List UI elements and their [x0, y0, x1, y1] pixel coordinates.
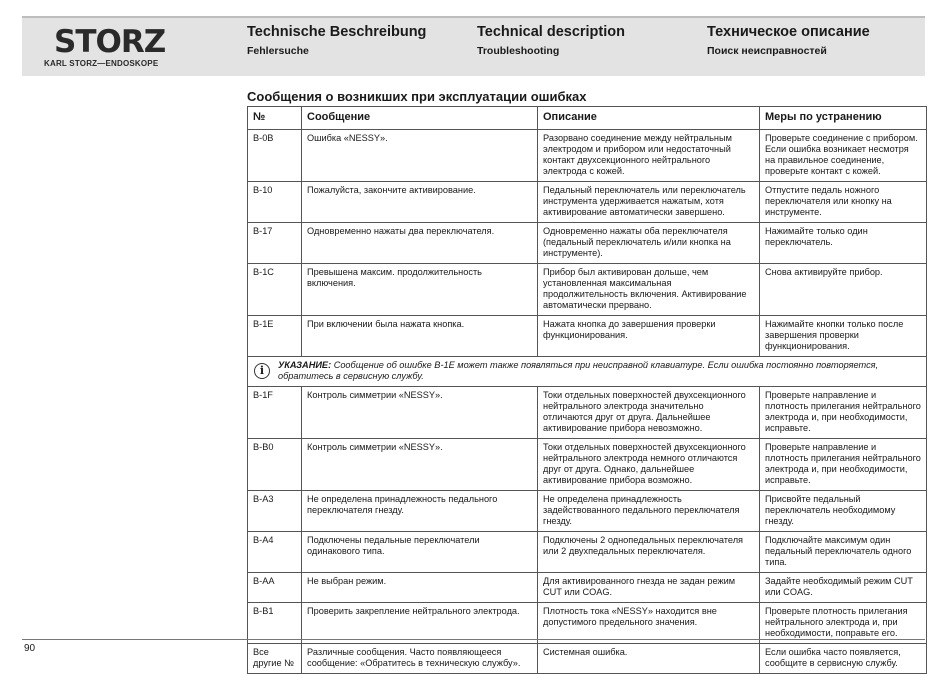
table-row — [248, 264, 927, 316]
table-row — [248, 573, 927, 603]
error-messages-table — [247, 106, 927, 674]
cell-message: Различные сообщения. Часто появляющееся сообщение: «Обратитесь в техническую службу». — [302, 644, 538, 674]
table-header-row — [248, 107, 927, 130]
table-row — [248, 439, 927, 491]
cell-description: Подключены 2 однопедальных переключателя или 2 двухпедальных переключателя. — [538, 532, 760, 573]
cell-code: B-B1 — [248, 603, 302, 644]
storz-logo — [42, 24, 166, 70]
cell-description: Педальный переключатель или переключатель инструмента удерживается нажатым, хотя активирование автоматически завершено. — [538, 182, 760, 223]
cell-remedy: Если ошибка часто появляется, сообщите в сервисную службу. — [760, 644, 927, 674]
header-german — [247, 24, 426, 57]
cell-code: B-1F — [248, 387, 302, 439]
header-russian — [707, 24, 870, 57]
cell-description: Системная ошибка. — [538, 644, 760, 674]
notice-row — [248, 357, 927, 387]
cell-description: Не определена принадлежность задействованного педального переключателя гнезду. — [538, 491, 760, 532]
notice-cell — [248, 357, 927, 387]
cell-remedy: Проверьте направление и плотность прилегания нейтрального электрода и, при необходимости, исправьте. — [760, 439, 927, 491]
cell-remedy: Подключайте максимум один педальный переключатель одного типа. — [760, 532, 927, 573]
header-divider — [22, 16, 925, 18]
header-title-en: Technical description — [477, 24, 625, 40]
cell-message: Контроль симметрии «NESSY». — [302, 387, 538, 439]
cell-message: Превышена максим. продолжительность включения. — [302, 264, 538, 316]
table-row — [248, 387, 927, 439]
table-row — [248, 223, 927, 264]
logo-wordmark: STORZ — [54, 24, 166, 60]
footer-divider — [22, 639, 925, 640]
header-subtitle-en: Troubleshooting — [477, 45, 560, 57]
table-row — [248, 603, 927, 644]
cell-message: Не определена принадлежность педального переключателя гнезду. — [302, 491, 538, 532]
header-title-ru: Техническое описание — [707, 24, 870, 40]
cell-description: Прибор был активирован дольше, чем установленная максимальная продолжительность включения. Активирование автоматически прервано. — [538, 264, 760, 316]
cell-remedy: Нажимайте кнопки только после завершения проверки функционирования. — [760, 316, 927, 357]
cell-remedy: Проверьте плотность прилегания нейтрального электрода и, при необходимости, поправьте его. — [760, 603, 927, 644]
cell-code: B-A4 — [248, 532, 302, 573]
logo-subtitle: KARL STORZ—ENDOSKOPE — [44, 59, 159, 68]
cell-code: B-AA — [248, 573, 302, 603]
cell-description: Плотность тока «NESSY» находится вне допустимого предельного значения. — [538, 603, 760, 644]
cell-description: Нажата кнопка до завершения проверки функционирования. — [538, 316, 760, 357]
cell-message: Ошибка «NESSY». — [302, 130, 538, 182]
table-row — [248, 130, 927, 182]
cell-remedy: Отпустите педаль ножного переключателя или кнопку на инструменте. — [760, 182, 927, 223]
cell-message: Пожалуйста, закончите активирование. — [302, 182, 538, 223]
table-row — [248, 491, 927, 532]
header-subtitle-ru: Поиск неисправностей — [707, 45, 827, 57]
notice-label: УКАЗАНИЕ: — [278, 360, 332, 370]
cell-code: B-B0 — [248, 439, 302, 491]
cell-message: Проверить закрепление нейтрального электрода. — [302, 603, 538, 644]
page-number: 90 — [24, 643, 36, 654]
notice-text: Сообщение об ошибке B-1E может также появляться при неисправной клавиатуре. Если ошибка постоянно повторяется, обратитесь в сервисную службу. — [278, 360, 879, 381]
cell-code: B-A3 — [248, 491, 302, 532]
cell-description: Одновременно нажаты оба переключателя (педальный переключатель и/или кнопка на инструменте). — [538, 223, 760, 264]
cell-code: B-10 — [248, 182, 302, 223]
cell-message: При включении была нажата кнопка. — [302, 316, 538, 357]
table-row — [248, 182, 927, 223]
cell-code: B-1C — [248, 264, 302, 316]
column-header-number: № — [248, 107, 302, 130]
cell-remedy: Проверьте направление и плотность прилегания нейтрального электрода и, при необходимости, исправьте. — [760, 387, 927, 439]
cell-remedy: Нажимайте только один переключатель. — [760, 223, 927, 264]
cell-description: Токи отдельных поверхностей двухсекционного нейтрального электрода немного отличаются друг от друга. Однако, дальнейшее активирование прибора возможно. — [538, 439, 760, 491]
column-header-message: Сообщение — [302, 107, 538, 130]
cell-message: Не выбран режим. — [302, 573, 538, 603]
section-title: Сообщения о возникших при эксплуатации ошибках — [247, 89, 587, 104]
header-subtitle-de: Fehlersuche — [247, 45, 309, 57]
cell-remedy: Присвойте педальный переключатель необходимому гнезду. — [760, 491, 927, 532]
cell-description: Токи отдельных поверхностей двухсекционного нейтрального электрода значительно отличаются друг от друга. Дальнейшее активирование прибора невозможно. — [538, 387, 760, 439]
cell-code: B-17 — [248, 223, 302, 264]
cell-message: Одновременно нажаты два переключателя. — [302, 223, 538, 264]
table-row — [248, 316, 927, 357]
column-header-description: Описание — [538, 107, 760, 130]
column-header-remedy: Меры по устранению — [760, 107, 927, 130]
cell-remedy: Задайте необходимый режим CUT или COAG. — [760, 573, 927, 603]
cell-message: Контроль симметрии «NESSY». — [302, 439, 538, 491]
cell-description: Для активированного гнезда не задан режим CUT или COAG. — [538, 573, 760, 603]
table-row — [248, 644, 927, 674]
cell-remedy: Снова активируйте прибор. — [760, 264, 927, 316]
cell-code: Все другие № — [248, 644, 302, 674]
cell-message: Подключены педальные переключатели одинакового типа. — [302, 532, 538, 573]
info-icon: i — [254, 363, 270, 379]
header-english — [477, 24, 625, 57]
header-title-de: Technische Beschreibung — [247, 24, 427, 40]
cell-remedy: Проверьте соединение с прибором. Если ошибка возникает несмотря на правильное соединение, проверьте контакт с кожей. — [760, 130, 927, 182]
cell-description: Разорвано соединение между нейтральным электродом и прибором или недостаточный контакт двухсекционного нейтрального электрода с кожей. — [538, 130, 760, 182]
cell-code: B-1E — [248, 316, 302, 357]
cell-code: B-0B — [248, 130, 302, 182]
table-row — [248, 532, 927, 573]
